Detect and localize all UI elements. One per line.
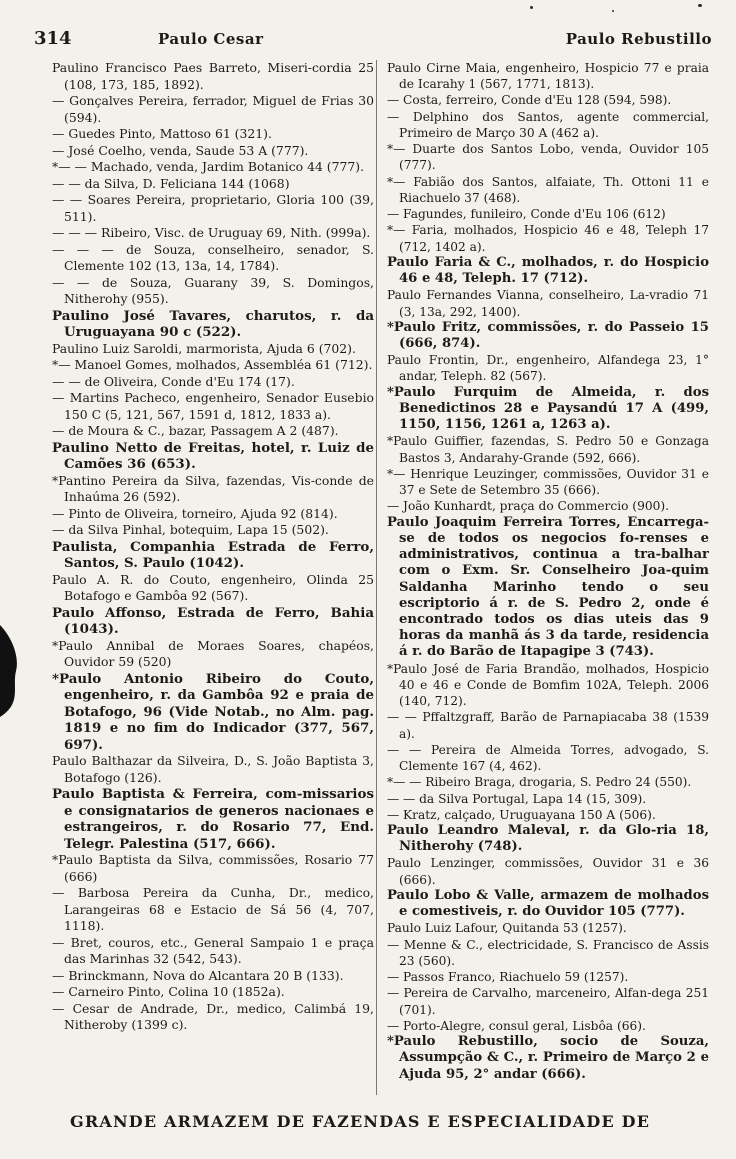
directory-entry: *— Fabião dos Santos, alfaiate, Th. Ottoni 11 e Riachuelo 37 (468). <box>387 174 709 205</box>
directory-entry: — Kratz, calçado, Uruguayana 150 A (506). <box>387 807 656 822</box>
left-column <box>52 60 374 1095</box>
directory-entry: — — Pffaltzgraff, Barão de Parnapiacaba 38 (1539 a). <box>387 710 709 741</box>
directory-entry: — Passos Franco, Riachuelo 59 (1257). <box>387 970 629 985</box>
directory-entry: Paulino José Tavares, charutos, r. da Uruguayana 90 c (522). <box>52 307 374 340</box>
directory-entry: — Barbosa Pereira da Cunha, Dr., medico, Larangeiras 68 e Estacio de Sá 56 (4, 707, 1118). <box>52 885 374 933</box>
ink-speck <box>698 4 702 7</box>
directory-entry: Paulo Leandro Maleval, r. da Glo-ria 18, Nitherohy (748). <box>387 823 709 855</box>
directory-entry: Paulo Cirne Maia, engenheiro, Hospicio 77 e praia de Icarahy 1 (567, 1771, 1813). <box>387 61 709 92</box>
directory-entry: — Costa, ferreiro, Conde d'Eu 128 (594, 598). <box>387 93 672 108</box>
directory-entry: — — da Silva, D. Feliciana 144 (1068) <box>52 175 290 191</box>
directory-entry: Paulo Lenzinger, commissões, Ouvidor 31 e 36 (666). <box>387 856 709 887</box>
directory-entry: Paulo Frontin, Dr., engenheiro, Alfandega 23, 1° andar, Teleph. 82 (567). <box>387 353 709 384</box>
directory-entry: Paulo Affonso, Estrada de Ferro, Bahia (1043). <box>52 604 374 637</box>
directory-entry: Paulo A. R. do Couto, engenheiro, Olinda 25 Botafogo e Gambôa 92 (567). <box>52 571 374 603</box>
directory-entry: Paulo Fernandes Vianna, conselheiro, La-vradio 71 (3, 13a, 292, 1400). <box>387 288 709 319</box>
directory-entry: *Paulo Fritz, commissões, r. do Passeio 15 (666, 874). <box>387 319 709 351</box>
running-head-right: Paulo Rebustillo <box>565 30 712 48</box>
directory-entry: *Pantino Pereira da Silva, fazendas, Vis-conde de Inhaúma 26 (592). <box>52 472 374 504</box>
ink-speck <box>612 10 614 12</box>
directory-entry: — Martins Pacheco, engenheiro, Senador Eusebio 150 C (5, 121, 567, 1591 d, 1812, 1833 a). <box>52 390 374 422</box>
directory-entry: *Paulo Guiffier, fazendas, S. Pedro 50 e Gonzaga Bastos 3, Andarahy-Grande (592, 666). <box>387 434 709 465</box>
directory-entry: — Pinto de Oliveira, torneiro, Ajuda 92 (814). <box>52 505 338 521</box>
directory-entry: *Paulo Antonio Ribeiro do Couto, engenheiro, r. da Gambôa 92 e praia de Botafogo, 96 (Vide Notab., no Alm. pag. 1819 e no fim do Indicador (377, 567, 697). <box>52 670 374 753</box>
directory-entry: *— Faria, molhados, Hospicio 46 e 48, Teleph 17 (712, 1402 a). <box>387 223 709 254</box>
page-number: 314 <box>34 28 72 49</box>
directory-entry: *— — Machado, venda, Jardim Botanico 44 (777). <box>52 159 365 174</box>
footer-banner: GRANDE ARMAZEM DE FAZENDAS E ESPECIALIDADE DE <box>70 1112 651 1131</box>
directory-entry: Paulo Faria & C., molhados, r. do Hospicio 46 e 48, Teleph. 17 (712). <box>387 254 709 287</box>
directory-entry: — — de Oliveira, Conde d'Eu 174 (17). <box>52 373 295 389</box>
directory-entry: *Paulo Baptista da Silva, commissões, Rosario 77 (666) <box>52 852 374 884</box>
right-column <box>387 60 709 1095</box>
directory-entry: *— — Ribeiro Braga, drogaria, S. Pedro 24 (550). <box>387 775 692 790</box>
directory-entry: — — de Souza, Guarany 39, S. Domingos, Nitherohy (955). <box>52 274 374 306</box>
directory-entry: — Gonçalves Pereira, ferrador, Miguel de Frias 30 (594). <box>52 93 374 125</box>
page-header <box>34 28 720 52</box>
directory-entry: Paulino Francisco Paes Barreto, Miseri-cordia 25 (108, 173, 185, 1892). <box>52 60 374 92</box>
directory-entry: Paulo Baptista & Ferreira, com-missarios e consignatarios de generos nacionaes e estrangeiros, r. do Rosario 77, End. Telegr. Palestina (517, 666). <box>52 786 374 852</box>
directory-entry: — José Coelho, venda, Saude 53 A (777). <box>52 142 309 158</box>
directory-entry: Paulo Luiz Lafour, Quitanda 53 (1257). <box>387 921 627 936</box>
directory-entry: *Paulo Annibal de Moraes Soares, chapéos, Ouvidor 59 (520) <box>52 637 374 669</box>
directory-entry: — Menne & C., electricidade, S. Francisco de Assis 23 (560). <box>387 937 709 968</box>
directory-entry: Paulista, Companhia Estrada de Ferro, Santos, S. Paulo (1042). <box>52 538 374 571</box>
directory-entry: — Fagundes, funileiro, Conde d'Eu 106 (612) <box>387 207 666 222</box>
directory-entry: — Delphino dos Santos, agente commercial, Primeiro de Março 30 A (462 a). <box>387 109 709 140</box>
directory-entry: — João Kunhardt, praça do Commercio (900). <box>387 499 669 514</box>
directory-entry: *— Manoel Gomes, molhados, Assembléa 61 (712). <box>52 357 373 372</box>
directory-entry: — Cesar de Andrade, Dr., medico, Calimbá 19, Nitheroby (1399 c). <box>52 1000 374 1032</box>
directory-entry: — Guedes Pinto, Mattoso 61 (321). <box>52 126 272 141</box>
ink-speck <box>530 6 533 9</box>
directory-entry: *— Duarte dos Santos Lobo, venda, Ouvidor 105 (777). <box>387 142 709 173</box>
directory-entry: — — da Silva Portugal, Lapa 14 (15, 309). <box>387 791 647 806</box>
directory-entry: — Brinckmann, Nova do Alcantara 20 B (133). <box>52 967 344 983</box>
directory-entry: Paulo Lobo & Valle, armazem de molhados e comestiveis, r. do Ouvidor 105 (777). <box>387 887 709 920</box>
directory-entry: *— Henrique Leuzinger, commissões, Ouvidor 31 e 37 e Sete de Setembro 35 (666). <box>387 466 709 498</box>
directory-entry: Paulo Balthazar da Silveira, D., S. João Baptista 3, Botafogo (126). <box>52 753 374 785</box>
directory-entry: — — Soares Pereira, proprietario, Gloria 100 (39, 511). <box>52 192 374 224</box>
directory-entry: — Carneiro Pinto, Colina 10 (1852a). <box>52 984 285 999</box>
directory-entry: *Paulo Furquim de Almeida, r. dos Benedictinos 28 e Paysandú 17 A (499, 1150, 1156, 1261 a, 1263 a). <box>387 384 709 433</box>
directory-entry: — de Moura & C., bazar, Passagem A 2 (487). <box>52 423 339 438</box>
running-head-left: Paulo Cesar <box>158 30 264 48</box>
directory-entry: — — Pereira de Almeida Torres, advogado, S. Clemente 167 (4, 462). <box>387 742 709 774</box>
directory-entry: — da Silva Pinhal, botequim, Lapa 15 (502). <box>52 522 329 537</box>
directory-entry: — — — de Souza, conselheiro, senador, S. Clemente 102 (13, 13a, 14, 1784). <box>52 241 374 273</box>
column-divider <box>376 60 377 1095</box>
directory-entry: — Bret, couros, etc., General Sampaio 1 e praça das Marinhas 32 (542, 543). <box>52 934 374 966</box>
directory-entry: — — — Ribeiro, Visc. de Uruguay 69, Nith. (999a). <box>52 225 371 240</box>
directory-entry: Paulino Netto de Freitas, hotel, r. Luiz de Camões 36 (653). <box>52 439 374 472</box>
directory-entry: Paulo Joaquim Ferreira Torres, Encarrega-se de todos os negocios fo-renses e administrativos, continua a tra-balhar com o Exm. Sr. Conselheiro Joa-quim Saldanha Marinho tendo o seu escriptorio á r. de S. Pedro 2, onde é encontrado todos os dias uteis das 9 horas da manhã ás 3 da tarde, residencia á r. do Barão de Itapagipe 3 (743). <box>387 514 709 660</box>
page-edge-damage <box>0 625 26 717</box>
directory-entry: *Paulo Rebustillo, socio de Souza, Assumpção & C., r. Primeiro de Março 2 e Ajuda 95, 2° andar (666). <box>387 1034 709 1082</box>
directory-entry: — Pereira de Carvalho, marceneiro, Alfan-dega 251 (701). <box>387 986 709 1017</box>
directory-entry: — Porto-Alegre, consul geral, Lisbôa (66). <box>387 1018 646 1033</box>
directory-entry: *Paulo José de Faria Brandão, molhados, Hospicio 40 e 46 e Conde de Bomfim 102A, Teleph. 2006 (140, 712). <box>387 661 709 709</box>
directory-entry: Paulino Luiz Saroldi, marmorista, Ajuda 6 (702). <box>52 340 356 356</box>
